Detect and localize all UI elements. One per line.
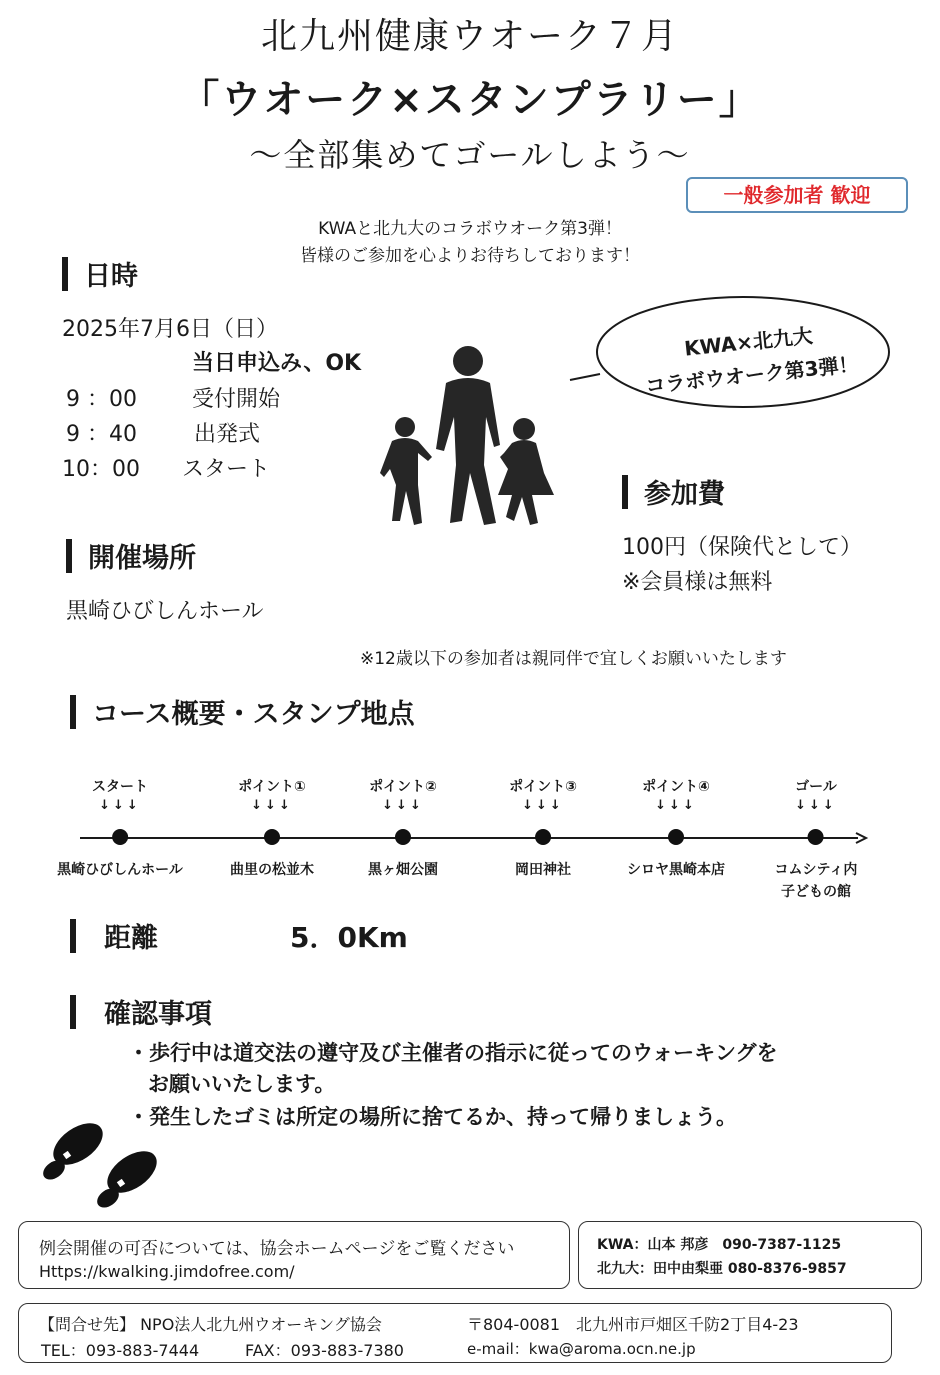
venue-heading-text: 開催場所 — [88, 543, 196, 574]
schedule-label-2: 出発式 — [194, 422, 261, 447]
course-point-place: 岡田神社 — [514, 862, 571, 878]
schedule-time-1: 9 ：00 — [66, 387, 137, 412]
course-line — [80, 828, 870, 848]
down-arrows-icon: ↓↓↓ — [522, 798, 564, 813]
contact-box — [578, 1221, 922, 1289]
family-walking-illustration — [372, 345, 572, 545]
down-arrows-icon: ↓↓↓ — [99, 798, 141, 813]
schedule-time-3: 10：00 — [62, 457, 140, 482]
fee-amount: 100円（保険代として） — [622, 535, 862, 560]
same-day-signup: 当日申込み、OK — [192, 351, 362, 376]
course-point-place: シロヤ黒崎本店 — [627, 862, 725, 878]
course-point-4 — [627, 776, 725, 881]
notes-heading — [70, 992, 212, 1031]
course-point-label: ゴール — [795, 779, 837, 795]
course-point-label: ポイント② — [369, 779, 437, 795]
down-arrows-icon: ↓↓↓ — [795, 798, 837, 813]
schedule-heading-text: 日時 — [84, 261, 138, 292]
note-item-1-line1: ・歩行中は道交法の遵守及び主催者の指示に従ってのウォーキングを — [128, 1041, 778, 1065]
note-item-2: ・発生したゴミは所定の場所に捨てるか、持って帰りましょう。 — [128, 1105, 737, 1129]
schedule-label-1: 受付開始 — [192, 387, 281, 412]
schedule-label-3: スタート — [182, 457, 271, 482]
speech-bubble-line2: コラボウオーク第3弾！ — [644, 351, 860, 399]
website-box — [18, 1221, 570, 1289]
course-point-label: ポイント① — [238, 779, 306, 795]
course-point-dot — [535, 829, 551, 845]
inquiry-address: 〒804-0081 北九州市戸畑区千防2丁目4-23 — [467, 1315, 799, 1334]
inquiry-org: 【問合せ先】 NPO法人北九州ウオーキング協会 — [39, 1315, 382, 1334]
heading-bar — [622, 475, 628, 509]
course-point-label: スタート — [91, 779, 148, 795]
inquiry-box — [18, 1303, 892, 1363]
course-point-goal — [775, 776, 858, 903]
course-heading — [70, 692, 415, 731]
course-point-label: ポイント④ — [642, 779, 710, 795]
venue-heading — [66, 536, 196, 575]
distance-value: 5．0Km — [290, 921, 408, 954]
inquiry-email[interactable]: e-mail：kwa@aroma.ocn.ne.jp — [467, 1340, 696, 1358]
fee-member-note: ※会員様は無料 — [622, 570, 773, 595]
speech-bubble-line1: KWA×北九大 — [683, 323, 814, 361]
course-point-dot — [264, 829, 280, 845]
venue-name: 黒崎ひびしんホール — [66, 599, 264, 624]
course-point-2 — [368, 776, 438, 881]
note-item-1-line2: お願いいたします。 — [148, 1072, 336, 1096]
fee-heading-text: 参加費 — [644, 479, 725, 510]
course-point-place: 黒崎ひびしんホール — [57, 862, 183, 878]
course-point-1 — [230, 776, 314, 881]
down-arrows-icon: ↓↓↓ — [382, 798, 424, 813]
heading-bar — [66, 539, 72, 573]
course-point-dot — [668, 829, 684, 845]
distance-heading-text: 距離 — [104, 923, 158, 954]
welcome-badge: 一般参加者 歓迎 — [686, 177, 908, 213]
course-point-dot — [112, 829, 128, 845]
course-point-place-line2: 子どもの館 — [780, 884, 851, 900]
course-point-start — [57, 776, 183, 881]
heading-bar — [62, 257, 68, 291]
course-point-dot — [808, 829, 824, 845]
course-point-label: ポイント③ — [509, 779, 577, 795]
heading-bar — [70, 995, 76, 1029]
footprints-icon — [36, 1112, 166, 1212]
schedule-time-2: 9 ：40 — [66, 422, 137, 447]
intro-line1: KWAと北九大のコラボウオーク第3弾！ — [318, 219, 622, 239]
website-note: 例会開催の可否については、協会ホームページをご覧ください — [39, 1239, 515, 1259]
down-arrows-icon: ↓↓↓ — [655, 798, 697, 813]
contact-university: 北九大：田中由梨亜 080-8376-9857 — [597, 1261, 847, 1277]
inquiry-fax: FAX：093-883-7380 — [245, 1341, 404, 1360]
children-note: ※12歳以下の参加者は親同伴で宜しくお願いいたします — [360, 649, 787, 669]
course-point-place: コムシティ内 — [774, 862, 858, 878]
course-point-place: 曲里の松並木 — [230, 862, 314, 878]
event-date: 2025年7月6日（日） — [62, 317, 278, 342]
heading-bar — [70, 695, 76, 729]
course-point-place: 黒ヶ畑公園 — [368, 862, 438, 878]
title-line2: 「ウオーク×スタンプラリー」 — [179, 77, 761, 123]
title-line1: 北九州健康ウオーク７月 — [260, 16, 679, 57]
down-arrows-icon: ↓↓↓ — [251, 798, 293, 813]
course-heading-text: コース概要・スタンプ地点 — [92, 699, 415, 730]
distance-heading — [70, 916, 158, 955]
notes-heading-text: 確認事項 — [104, 999, 212, 1030]
course-point-dot — [395, 829, 411, 845]
website-url[interactable]: Https://kwalking.jimdofree.com/ — [39, 1262, 295, 1281]
course-point-3 — [509, 776, 577, 881]
fee-heading — [622, 472, 725, 511]
contact-kwa: KWA：山本 邦彦 090-7387-1125 — [597, 1237, 842, 1253]
schedule-heading — [62, 254, 138, 293]
heading-bar — [70, 919, 76, 953]
inquiry-tel: TEL：093-883-7444 — [41, 1341, 200, 1360]
intro-line2: 皆様のご参加を心よりお待ちしております！ — [300, 246, 640, 266]
title-line3: ～全部集めてゴールしよう～ — [249, 136, 691, 174]
